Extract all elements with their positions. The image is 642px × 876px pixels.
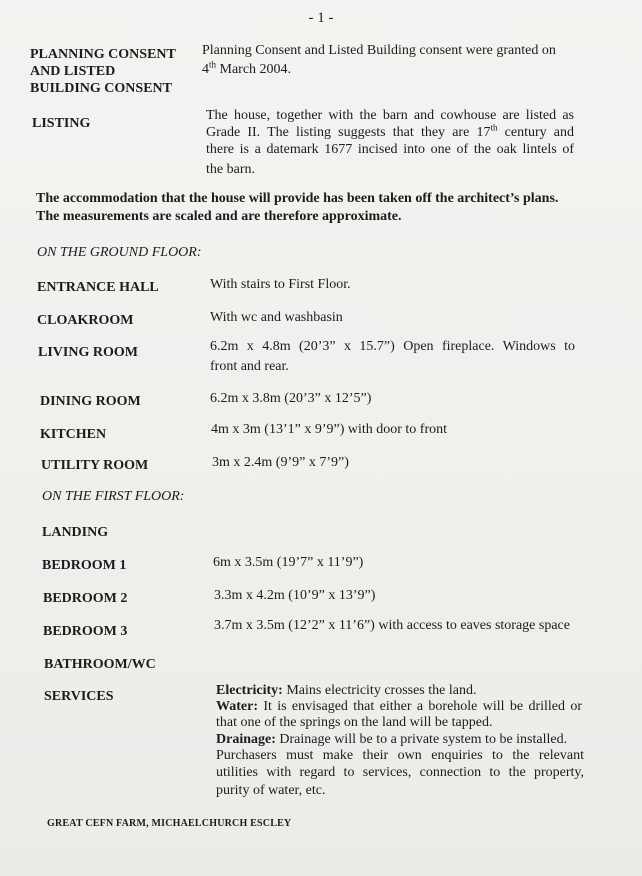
utility-room-text: 3m x 2.4m (9’9” x 7’9”) xyxy=(212,455,349,470)
dining-room-label: DINING ROOM xyxy=(40,394,141,409)
living-room-text-line1: 6.2m x 4.8m (20’3” x 15.7”) Open fireplace. Windows to xyxy=(210,339,575,354)
footer-address: GREAT CEFN FARM, MICHAELCHURCH ESCLEY xyxy=(47,818,292,829)
planning-consent-label-line1: PLANNING CONSENT xyxy=(30,47,176,62)
planning-consent-label-line3: BUILDING CONSENT xyxy=(30,81,172,96)
accommodation-note-line2: The measurements are scaled and are therefore approximate. xyxy=(36,209,402,224)
services-purchasers-line2: utilities with regard to services, connection to the property, xyxy=(216,765,584,780)
accommodation-note-line1: The accommodation that the house will provide has been taken off the architect’s plans. xyxy=(36,191,559,206)
services-water-line1: Water: It is envisaged that either a borehole will be drilled or xyxy=(216,699,582,714)
utility-room-label: UTILITY ROOM xyxy=(41,458,149,473)
page-number: - 1 - xyxy=(308,10,334,26)
planning-consent-label-line2: AND LISTED xyxy=(30,64,116,79)
services-drainage: Drainage: Drainage will be to a private system to be installed. xyxy=(216,732,568,747)
cloakroom-label: CLOAKROOM xyxy=(37,313,134,328)
bedroom-1-label: BEDROOM 1 xyxy=(42,558,127,573)
planning-consent-text-line2: 4th March 2004. xyxy=(202,59,292,77)
services-purchasers-line1: Purchasers must make their own enquiries to the relevant xyxy=(216,748,584,763)
kitchen-text: 4m x 3m (13’1” x 9’9”) with door to front xyxy=(211,422,448,437)
services-water-line2: that one of the springs on the land will be tapped. xyxy=(216,715,493,730)
first-floor-heading: ON THE FIRST FLOOR: xyxy=(42,489,185,504)
listing-text-line2: Grade II. The listing suggests that they are 17th century and xyxy=(206,122,574,140)
entrance-hall-text: With stairs to First Floor. xyxy=(210,277,351,292)
landing-label: LANDING xyxy=(42,525,109,540)
services-electricity: Electricity: Mains electricity crosses the land. xyxy=(216,683,477,698)
bedroom-2-text: 3.3m x 4.2m (10’9” x 13’9”) xyxy=(214,588,376,603)
listing-label: LISTING xyxy=(32,116,91,131)
bathroom-label: BATHROOM/WC xyxy=(44,657,156,672)
living-room-label: LIVING ROOM xyxy=(38,345,138,360)
services-purchasers-line3: purity of water, etc. xyxy=(216,783,326,798)
listing-text-line4: the barn. xyxy=(206,162,255,177)
listing-text-line3: there is a datemark 1677 incised into one of the oak lintels of xyxy=(206,142,574,157)
bedroom-2-label: BEDROOM 2 xyxy=(43,591,128,606)
living-room-text-line2: front and rear. xyxy=(210,359,289,374)
bedroom-3-label: BEDROOM 3 xyxy=(43,624,128,639)
dining-room-text: 6.2m x 3.8m (20’3” x 12’5”) xyxy=(210,391,372,406)
services-label: SERVICES xyxy=(44,689,114,704)
ground-floor-heading: ON THE GROUND FLOOR: xyxy=(37,245,202,260)
cloakroom-text: With wc and washbasin xyxy=(210,310,343,325)
listing-text-line1: The house, together with the barn and cowhouse are listed as xyxy=(206,108,574,123)
kitchen-label: KITCHEN xyxy=(40,427,107,442)
planning-consent-text-line1: Planning Consent and Listed Building consent were granted on xyxy=(202,43,556,58)
bedroom-3-text: 3.7m x 3.5m (12’2” x 11’6”) with access to eaves storage space xyxy=(214,618,570,633)
entrance-hall-label: ENTRANCE HALL xyxy=(37,280,159,295)
bedroom-1-text: 6m x 3.5m (19’7” x 11’9”) xyxy=(213,555,364,570)
